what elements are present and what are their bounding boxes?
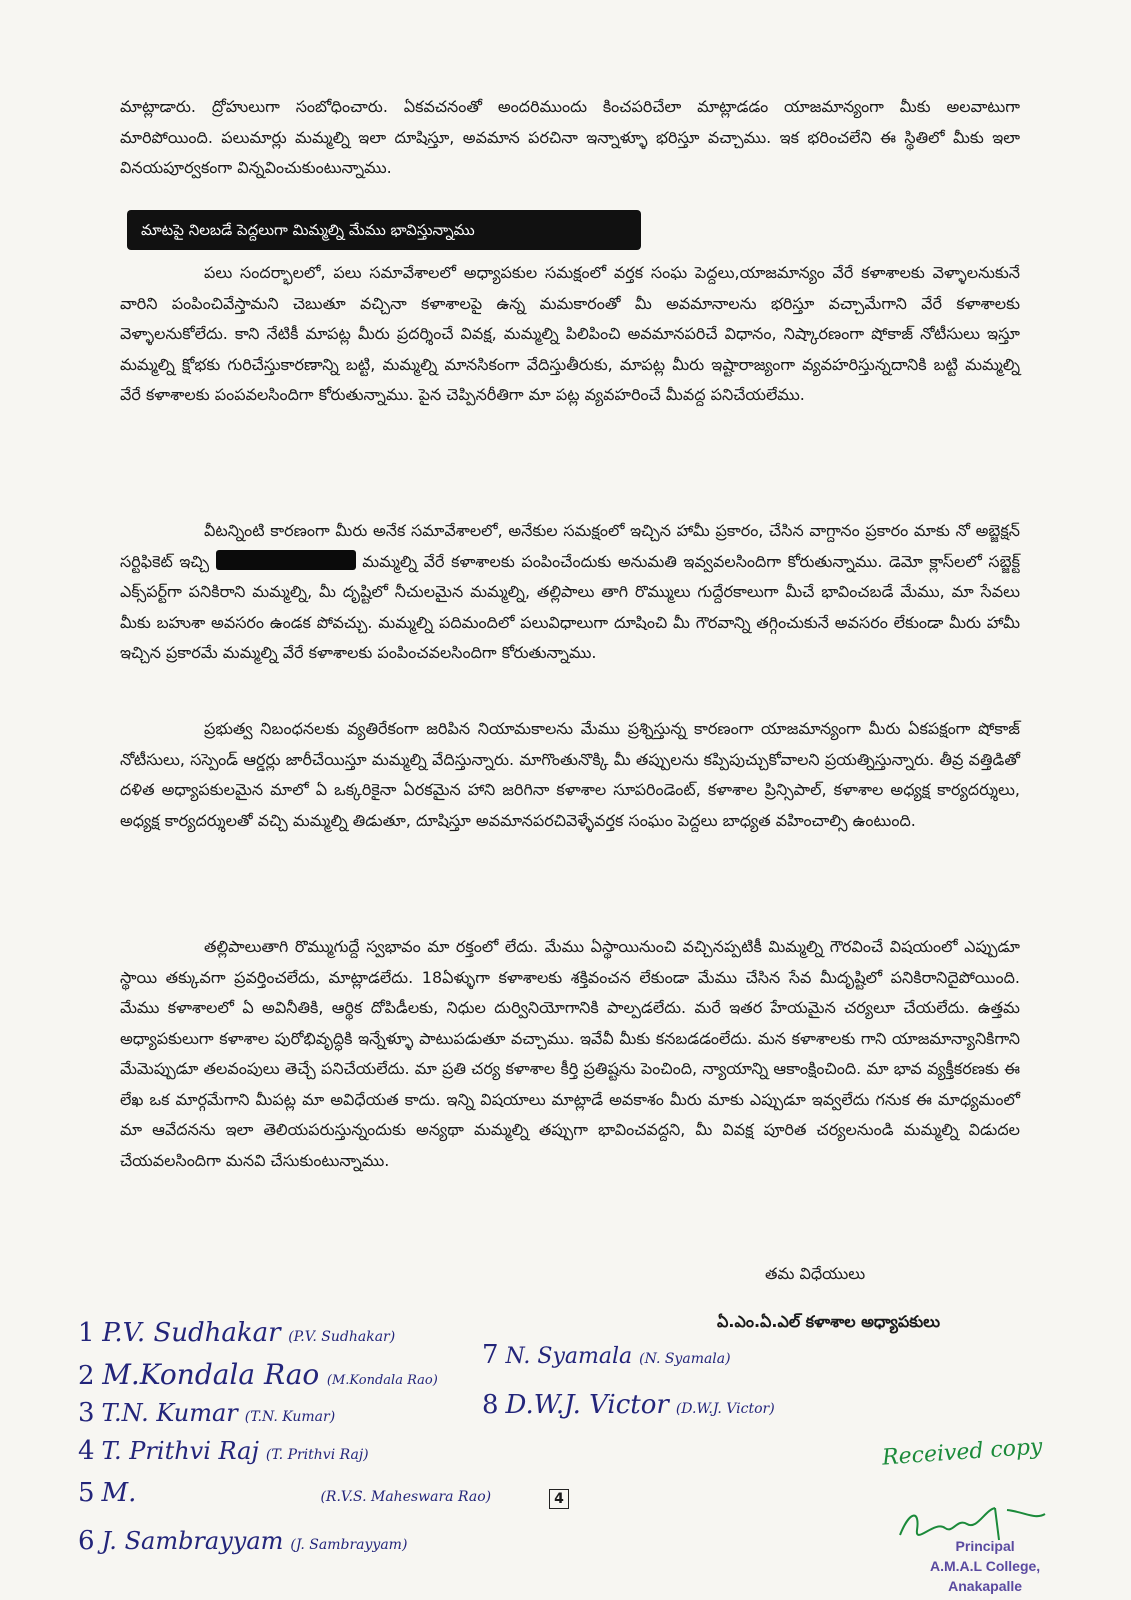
stamp-line-3: Anakapalle	[948, 1578, 1023, 1594]
signature-8: 8 D.W.J. Victor (D.W.J. Victor)	[482, 1390, 775, 1420]
paragraph-4	[120, 714, 1020, 836]
signature-5: 5 M. (R.V.S. Maheswara Rao)	[78, 1478, 492, 1508]
received-copy-note: Received copy	[881, 1434, 1044, 1471]
paragraph-5	[120, 932, 1020, 1176]
paragraph-1-text: మాట్లాడారు. ద్రోహులుగా సంబోధించారు. ఏకవచనంతో అందరిముందు కించపరిచేలా మాట్లాడడం యాజమాన్యంగా మీకు అలవాటుగా మారిపోయింది. పలుమార్లు మమ్మల్ని ఇలా దూషిస్తూ, అవమాన పరచినా ఇన్నాళ్ళూ భరిస్తూ వచ్చాము. ఇక భరించలేని ఈ స్థితిలో మీకు ఇలా వినయపూర్వకంగా విన్నవించుకుంటున్నాము.	[120, 97, 1020, 177]
signature-2: 2 M.Kondala Rao (M.Kondala Rao)	[78, 1358, 438, 1391]
paragraph-3-text-a: వీటన్నింటి కారణంగా మీరు అనేక సమావేశాలలో, అనేకుల సమక్షంలో ఇచ్చిన హామీ ప్రకారం, చేసిన వాగ్దానం ప్రకారం మాకు నో అబ్జెక్షన్ సర్టిఫికెట్ ఇచ్చి	[120, 521, 1020, 571]
signature-3: 3 T.N. Kumar (T.N. Kumar)	[78, 1398, 336, 1428]
paragraph-1	[120, 92, 1020, 184]
signature-7: 7 N. Syamala (N. Syamala)	[482, 1340, 731, 1370]
paragraph-3	[120, 516, 1020, 669]
signature-4: 4 T. Prithvi Raj (T. Prithvi Raj)	[78, 1436, 369, 1466]
closing-salutation: తమ విధేయులు	[765, 1264, 866, 1283]
stamp-line-2: A.M.A.L College,	[930, 1558, 1041, 1574]
paragraph-2	[120, 258, 1020, 411]
signature-1: 1 P.V. Sudhakar (P.V. Sudhakar)	[78, 1318, 396, 1348]
paragraph-4-text: ప్రభుత్వ నిబంధనలకు వ్యతిరేకంగా జరిపిన నియామకాలను మేము ప్రశ్నిస్తున్న కారణంగా యాజమాన్యంగా మీరు ఏకపక్షంగా షోకాజ్ నోటీసులు, సస్పెండ్ ఆర్డర్లు జారీచేయిస్తూ మమ్మల్ని వేదిస్తున్నారు. మాగొంతునొక్కి మీ తప్పులను కప్పిపుచ్చుకోవాలని ప్రయత్నిస్తున్నారు. తీవ్ర వత్తిడితో దళిత అధ్యాపకులమైన మాలో ఏ ఒక్కరికైనా ఏరకమైన హాని జరిగినా కళాశాల సూపరిండెంట్, కళాశాల ప్రిన్సిపాల్, కళాశాల అధ్యక్ష కార్యదర్శులు, అధ్యక్ష కార్యదర్శులతో వచ్చి మమ్మల్ని తిడుతూ, దూషిస్తూ అవమానపరచివెళ్ళేవర్తక సంఘం పెద్దలు బాధ్యత వహించాల్సి ఉంటుంది.	[120, 719, 1020, 830]
organization-name: ఏ.ఎం.ఏ.ఎల్ కళాశాల అధ్యాపకులు	[717, 1312, 941, 1331]
page-number: 4	[549, 1489, 569, 1509]
stamp-line-1: Principal	[955, 1538, 1015, 1554]
paragraph-2-text: పలు సందర్భాలలో, పలు సమావేశాలలో అధ్యాపకుల సమక్షంలో వర్తక సంఘ పెద్దలు,యాజమాన్యం వేరే కళాశాలకు వెళ్ళాలనుకునే వారిని పంపించివేస్తామని చెబుతూ వచ్చినా కళాశాలపై ఉన్న మమకారంతో మీ అవమానాలను భరిస్తూ వచ్చామేగాని వేరే కళాశాలకు వెళ్ళాలనుకోలేదు. కాని నేటికీ మాపట్ల మీరు ప్రదర్శించే వివక్ష, మమ్మల్ని పిలిపించి అవమానపరిచే విధానం, నిష్కారణంగా షోకాజ్ నోటీసులు ఇస్తూ మమ్మల్ని క్షోభకు గురిచేస్తుకారణాన్ని బట్టి, మమ్మల్ని మానసికంగా వేదిస్తుతీరుకు, మాపట్ల మీరు ఇష్టారాజ్యంగా వ్యవహరిస్తున్నదానికి బట్టి మమ్మల్ని వేరే కళాశాలకు పంపవలసిందిగా కోరుతున్నాము. పైన చెప్పినరీతిగా మా పట్ల వ్యవహరించే మీవద్ద పనిచేయలేము.	[120, 263, 1020, 404]
redaction-mark	[216, 550, 356, 570]
section-banner: మాటపై నిలబడే పెద్దలుగా మిమ్మల్ని మేము భావిస్తున్నాము	[127, 210, 641, 250]
principal-stamp	[930, 1536, 1040, 1596]
signature-6: 6 J. Sambrayyam (J. Sambrayyam)	[78, 1526, 408, 1556]
paragraph-3-text-b: మమ్మల్ని వేరే కళాశాలకు పంపించేందుకు అనుమతి ఇవ్వవలసిందిగా కోరుతున్నాము. డెమో క్లాస్‌లలో సబ్జెక్ట్ ఎక్స్‌పర్ట్‌గా పనికిరాని మమ్మల్ని, మీ దృష్టిలో నీచులమైన మమ్మల్ని, తల్లిపాలు తాగి రొమ్ములు గుద్దేరకాలుగా మీచే భావించబడే మేము, మా సేవలు మీకు బహుశా అవసరం ఉండక పోవచ్చు. మమ్మల్ని పదిమందిలో పలువిధాలుగా దూషించి మీ గౌరవాన్ని తగ్గించుకునే అవసరం లేకుండా మీరు హామీ ఇచ్చిన ప్రకారమే మమ్మల్ని వేరే కళాశాలకు పంపించవలసిందిగా కోరుతున్నాము.	[120, 551, 1020, 662]
paragraph-5-text: తల్లిపాలుతాగి రొమ్ముగుద్దే స్వభావం మా రక్తంలో లేదు. మేము ఏస్థాయినుంచి వచ్చినప్పటికీ మిమ్మల్ని గౌరవించే విషయంలో ఎప్పుడూ స్థాయి తక్కువగా ప్రవర్తించలేదు, మాట్లాడలేదు. 18ఏళ్ళుగా కళాశాలకు శక్తివంచన లేకుండా మేము చేసిన సేవ మీదృష్టిలో పనికిరానిదైపోయింది. మేము కళాశాలలో ఏ అవినీతికి, ఆర్థిక దోపిడీలకు, నిధుల దుర్వినియోగానికి పాల్పడలేదు. మరే ఇతర హేయమైన చర్యలూ చేయలేదు. ఉత్తమ అధ్యాపకులుగా కళాశాల పురోభివృద్ధికి ఇన్నేళ్ళూ పాటుపడుతూ వచ్చాము. ఇవేవీ మీకు కనబడడంలేదు. మన కళాశాలకు గాని యాజమాన్యానికిగాని మేమెప్పుడూ తలవంపులు తెచ్చే పనిచేయలేదు. మా ప్రతి చర్య కళాశాల కీర్తి ప్రతిష్టను పెంచింది, న్యాయాన్ని ఆకాంక్షించింది. మా భావ వ్యక్తీకరణకు ఈ లేఖ ఒక మార్గమేగాని మీపట్ల మా అవిధేయత కాదు. ఇన్ని విషయాలు మాట్లాడే అవకాశం మీరు మాకు ఎప్పుడూ ఇవ్వలేదు గనుక ఈ మాధ్యమంలో మా ఆవేదనను ఇలా తెలియపరుస్తున్నందుకు అన్యథా మమ్మల్ని తప్పుగా భావించవద్దని, మీ వివక్ష పూరిత చర్యలనుండి మమ్మల్ని విడుదల చేయవలసిందిగా మనవి చేసుకుంటున్నాము.	[120, 937, 1020, 1170]
